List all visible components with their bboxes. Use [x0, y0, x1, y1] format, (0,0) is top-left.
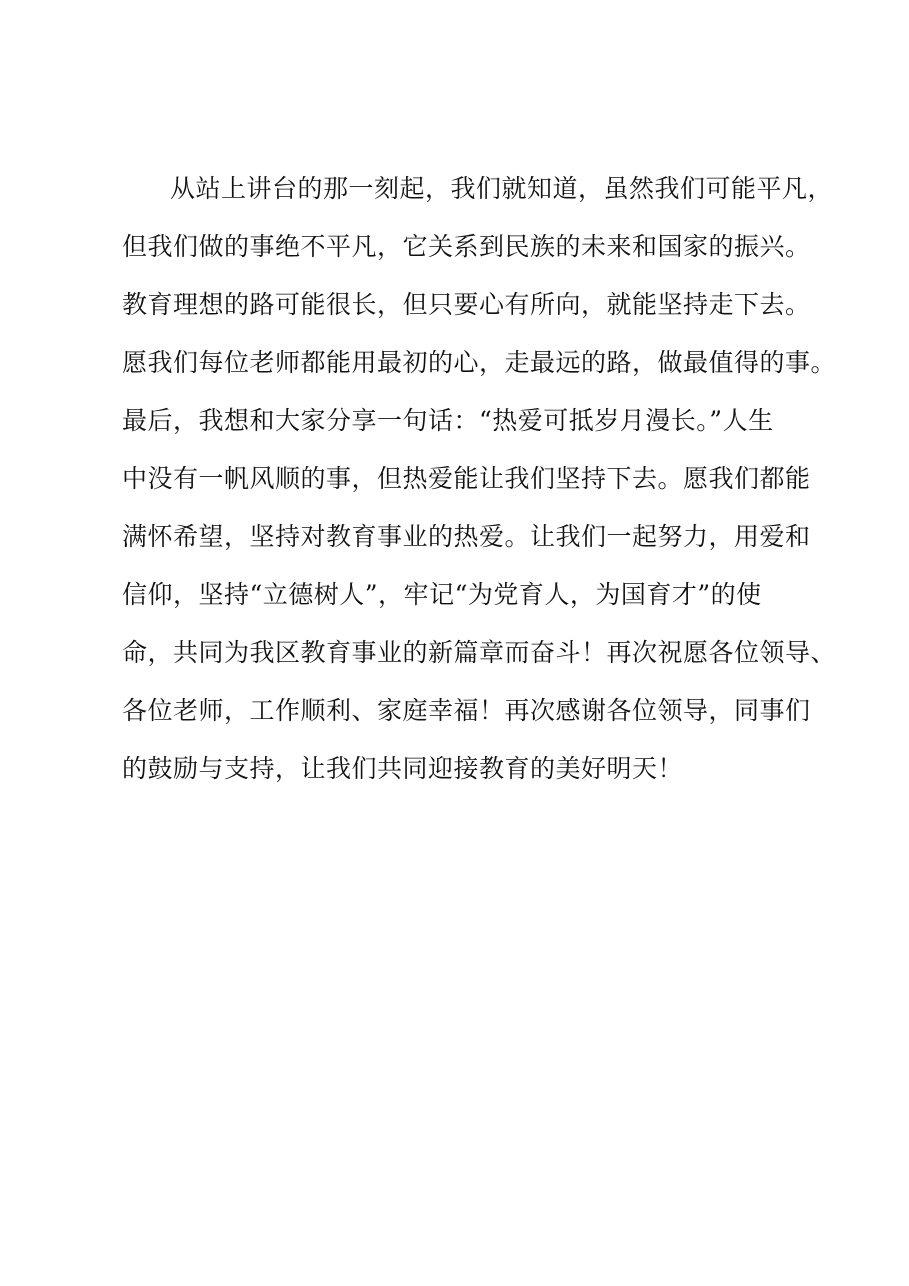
paragraph-line: 教育理想的路可能很长，但只要心有所向，就能坚持走下去。 — [122, 290, 811, 319]
paragraph-line: 最后，我想和大家分享一句话：“热爱可抵岁月漫长。”人生 — [122, 406, 774, 435]
paragraph-line: 命，共同为我区教育事业的新篇章而奋斗！再次祝愿各位领导、 — [122, 638, 837, 667]
paragraph-line: 满怀希望，坚持对教育事业的热爱。让我们一起努力，用爱和 — [122, 522, 811, 551]
body-paragraph — [122, 160, 837, 798]
paragraph-line: 信仰，坚持“立德树人”，牢记“为党育人，为国育才”的使 — [122, 580, 762, 609]
paragraph-line: 的鼓励与支持，让我们共同迎接教育的美好明天！ — [122, 754, 684, 783]
paragraph-line: 愿我们每位老师都能用最初的心，走最远的路，做最值得的事。 — [122, 348, 837, 377]
paragraph-line: 各位老师，工作顺利、家庭幸福！再次感谢各位领导，同事们 — [122, 696, 811, 725]
paragraph-line: 中没有一帆风顺的事，但热爱能让我们坚持下去。愿我们都能 — [122, 464, 811, 493]
paragraph-line: 但我们做的事绝不平凡，它关系到民族的未来和国家的振兴。 — [122, 232, 811, 261]
paragraph-line: 从站上讲台的那一刻起，我们就知道，虽然我们可能平凡， — [170, 174, 834, 203]
